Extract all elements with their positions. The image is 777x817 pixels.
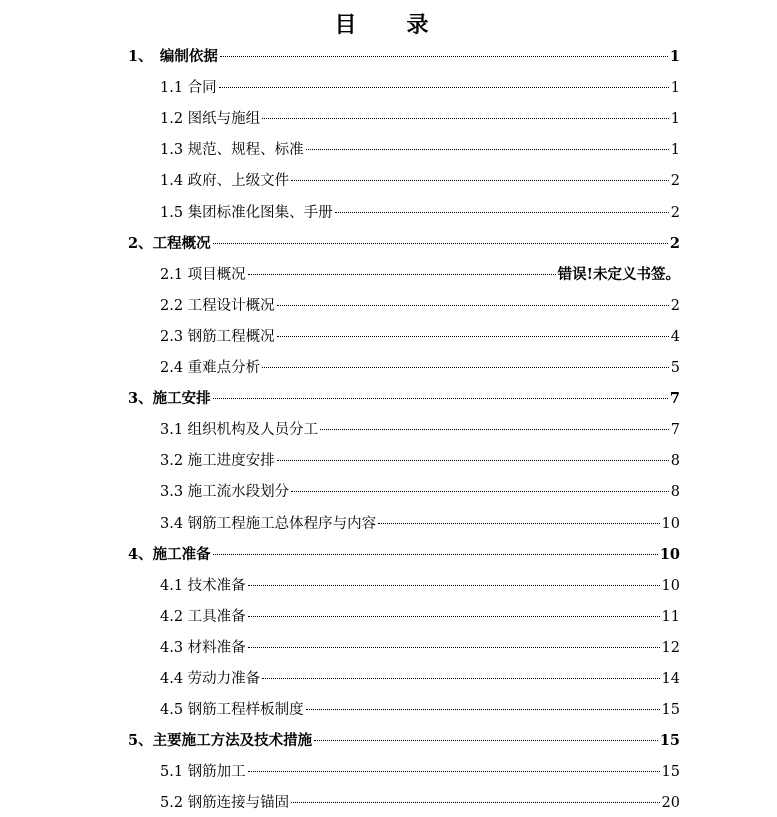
toc-section-entry[interactable]	[128, 543, 680, 567]
toc-entry-label[interactable]: 4、施工准备	[128, 545, 211, 563]
toc-page-number[interactable]: 2	[670, 173, 680, 190]
toc-subsection-entry[interactable]	[160, 449, 680, 473]
toc-dot-leader	[262, 118, 669, 119]
toc-subsection-entry[interactable]	[160, 107, 680, 131]
toc-subsection-entry[interactable]	[160, 512, 680, 536]
toc-page-number[interactable]: 20	[661, 795, 680, 812]
toc-dot-leader	[213, 398, 668, 399]
toc-entry-label[interactable]: 2、工程概况	[128, 234, 211, 252]
toc-entry-label[interactable]: 4.5 钢筋工程样板制度	[160, 702, 304, 719]
toc-entry-label[interactable]: 4.2 工具准备	[160, 608, 246, 625]
toc-dot-leader	[262, 678, 659, 679]
toc-page-number[interactable]: 5	[670, 360, 680, 376]
toc-entry-label[interactable]: 4.3 材料准备	[160, 639, 246, 656]
toc-section-entry[interactable]	[128, 232, 680, 256]
toc-dot-leader	[248, 274, 556, 275]
toc-entry-label[interactable]: 2.3 钢筋工程概况	[160, 328, 275, 345]
toc-entry-label[interactable]: 5.1 钢筋加工	[160, 764, 246, 781]
toc-entry-label[interactable]: 5、主要施工方法及技术措施	[128, 732, 313, 750]
toc-dot-leader	[320, 429, 669, 430]
toc-dot-leader	[213, 554, 658, 555]
toc-subsection-entry[interactable]	[160, 760, 680, 784]
toc-dot-leader	[291, 802, 659, 803]
toc-page-number[interactable]: 15	[661, 764, 680, 781]
toc-entry-label[interactable]: 2.4 重难点分析	[160, 360, 261, 376]
toc-dot-leader	[213, 243, 668, 244]
toc-dot-leader	[314, 740, 658, 741]
toc-page-number[interactable]: 1	[669, 48, 680, 65]
toc-section-entry[interactable]	[128, 387, 680, 411]
toc-subsection-entry[interactable]	[160, 201, 680, 225]
toc-entry-label[interactable]: 1.3 规范、规程、标准	[160, 142, 304, 159]
toc-dot-leader	[220, 56, 668, 57]
toc-entry-label[interactable]: 2.2 工程设计概况	[160, 297, 275, 314]
toc-page-number[interactable]: 10	[659, 545, 680, 563]
toc-entry-label[interactable]: 3.1 组织机构及人员分工	[160, 422, 319, 439]
toc-subsection-entry[interactable]	[160, 574, 680, 598]
toc-page-number[interactable]: 15	[661, 702, 680, 719]
toc-dot-leader	[306, 149, 669, 150]
toc-subsection-entry[interactable]	[160, 636, 680, 660]
toc-entry-label[interactable]: 1.4 政府、上级文件	[160, 173, 290, 190]
toc-dot-leader	[277, 460, 669, 461]
toc-page-number[interactable]: 2	[669, 234, 680, 252]
toc-subsection-entry[interactable]	[160, 667, 680, 691]
toc-entry-label[interactable]: 2.1 项目概况	[160, 266, 246, 283]
toc-dot-leader	[335, 212, 669, 213]
toc-page-number[interactable]: 8	[670, 484, 680, 501]
toc-dot-leader	[248, 647, 660, 648]
toc-entry-label[interactable]: 4.4 劳动力准备	[160, 671, 261, 687]
toc-page-number[interactable]: 2	[670, 204, 680, 221]
toc-entry-label[interactable]: 4.1 技术准备	[160, 577, 246, 594]
toc-entry-label[interactable]: 3.3 施工流水段划分	[160, 484, 290, 501]
toc-dot-leader	[248, 585, 660, 586]
toc-subsection-entry[interactable]	[160, 698, 680, 722]
toc-entry-label[interactable]: 1.5 集团标准化图集、手册	[160, 204, 333, 221]
toc-section-entry[interactable]	[128, 729, 680, 753]
toc-page-number[interactable]: 2	[670, 297, 680, 314]
toc-subsection-entry[interactable]	[160, 605, 680, 629]
toc-page-number[interactable]: 8	[670, 453, 680, 470]
toc-page-number[interactable]: 14	[661, 671, 680, 687]
toc-dot-leader	[306, 709, 660, 710]
toc-entry-label[interactable]: 5.2 钢筋连接与锚固	[160, 795, 290, 812]
toc-page-number[interactable]: 10	[661, 577, 680, 594]
toc-page-number[interactable]: 12	[661, 639, 680, 656]
toc-entry-label[interactable]: 3.2 施工进度安排	[160, 453, 275, 470]
toc-page-number[interactable]: 7	[670, 422, 680, 439]
page-title: 目 录	[334, 12, 443, 38]
toc-page-number[interactable]: 11	[661, 608, 680, 625]
toc-entry-label[interactable]: 1、 编制依据	[128, 48, 218, 65]
toc-page-number[interactable]: 1	[670, 142, 680, 159]
toc-subsection-entry[interactable]	[160, 76, 680, 100]
toc-subsection-entry[interactable]	[160, 418, 680, 442]
toc-subsection-entry[interactable]	[160, 356, 680, 380]
toc-subsection-entry[interactable]	[160, 294, 680, 318]
toc-page-number[interactable]: 4	[670, 328, 680, 345]
toc-dot-leader	[219, 87, 669, 88]
toc-page-number[interactable]: 15	[659, 732, 680, 750]
toc-dot-leader	[378, 523, 659, 524]
toc-page-number[interactable]: 7	[669, 390, 680, 408]
toc-page-number[interactable]: 10	[661, 515, 680, 532]
toc-subsection-entry[interactable]	[160, 480, 680, 504]
toc-dot-leader	[277, 336, 669, 337]
toc-entry-label[interactable]: 1.1 合同	[160, 80, 217, 97]
toc-subsection-entry[interactable]	[160, 325, 680, 349]
toc-dot-leader	[291, 491, 669, 492]
toc-page-number[interactable]: 1	[670, 111, 680, 128]
toc-section-entry[interactable]	[128, 45, 680, 69]
toc-dot-leader	[291, 180, 669, 181]
toc-dot-leader	[248, 771, 660, 772]
toc-page-number[interactable]: 1	[670, 80, 680, 97]
toc-subsection-entry[interactable]	[160, 263, 680, 287]
toc-subsection-entry[interactable]	[160, 138, 680, 162]
toc-subsection-entry[interactable]	[160, 169, 680, 193]
toc-subsection-entry[interactable]	[160, 791, 680, 815]
toc-dot-leader	[248, 616, 660, 617]
toc-bookmark-error[interactable]: 错误!未定义书签。	[557, 265, 680, 283]
toc-entry-label[interactable]: 3.4 钢筋工程施工总体程序与内容	[160, 515, 377, 532]
toc-dot-leader	[277, 305, 669, 306]
toc-entry-label[interactable]: 1.2 图纸与施组	[160, 111, 261, 128]
toc-entry-label[interactable]: 3、施工安排	[128, 390, 211, 408]
toc-dot-leader	[262, 367, 669, 368]
